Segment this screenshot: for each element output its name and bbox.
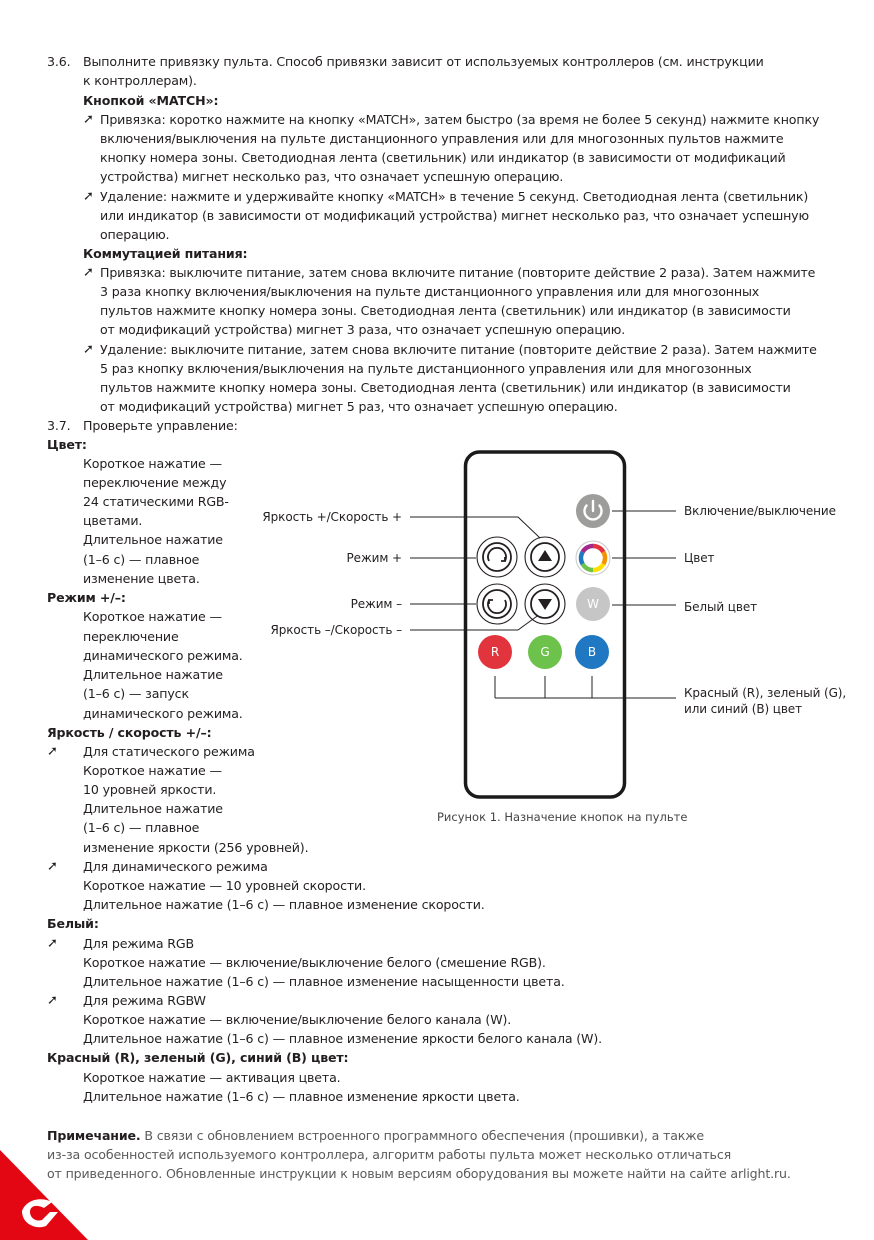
- brightness-up-button[interactable]: [531, 543, 559, 571]
- section-3-7-text: Проверьте управление:: [83, 418, 238, 433]
- power-bind-line: пультов нажмите кнопку номера зоны. Светодиодная лента (светильник) или индикатор (в зависимости: [100, 303, 791, 318]
- arrow-bullet-icon: ➚: [47, 859, 58, 874]
- brightness-static-line: изменение яркости (256 уровней).: [83, 840, 309, 855]
- white-rgb-line: Длительное нажатие (1–6 с) — плавное изменение насыщенности цвета.: [83, 974, 565, 989]
- label-mode-up: Режим +: [346, 551, 402, 565]
- match-delete-line: Удаление: нажмите и удерживайте кнопку «MATCH» в течение 5 секунд. Светодиодная лента (светильник): [100, 189, 809, 204]
- power-delete-line: Удаление: выключите питание, затем снова включите питание (повторите действие 2 раза). Затем нажмите: [100, 342, 817, 357]
- brightness-static-line: Короткое нажатие —: [83, 763, 222, 778]
- mode-line: Длительное нажатие: [83, 667, 223, 682]
- brightness-dynamic-title: Для динамического режима: [83, 859, 268, 874]
- color-line: (1–6 с) — плавное: [83, 552, 200, 567]
- note-text: В связи с обновлением встроенного программного обеспечения (прошивки), а также: [140, 1128, 705, 1143]
- power-delete-line: от модификаций устройства) мигнет 5 раз, что означает успешную операцию.: [100, 399, 618, 414]
- arrow-bullet-icon: ➚: [83, 189, 94, 204]
- white-heading: Белый:: [47, 916, 99, 931]
- label-mode-down: Режим –: [350, 597, 402, 611]
- color-wheel-button[interactable]: [576, 541, 610, 575]
- white-rgb-title: Для режима RGB: [83, 936, 195, 951]
- white-rgbw-line: Короткое нажатие — включение/выключение белого канала (W).: [83, 1012, 512, 1027]
- color-line: изменение цвета.: [83, 571, 200, 586]
- green-button-label: G: [540, 645, 550, 659]
- color-line: переключение между: [83, 475, 227, 490]
- rgb-heading: Красный (R), зеленый (G), синий (B) цвет:: [47, 1050, 349, 1065]
- label-color: Цвет: [684, 551, 715, 565]
- note-line-2: из-за особенностей используемого контроллера, алгоритм работы пульта может несколько отличаться: [47, 1147, 732, 1162]
- arrow-bullet-icon: ➚: [47, 993, 58, 1008]
- match-delete-line: или индикатор (в зависимости от модификаций устройства) мигнет несколько раз, что означает успешную: [100, 208, 809, 223]
- white-button-label: W: [587, 597, 599, 611]
- brightness-static-line: 10 уровней яркости.: [83, 782, 217, 797]
- brand-corner: [0, 1150, 88, 1240]
- label-brightness-down: Яркость –/Скорость –: [270, 623, 402, 637]
- brightness-down-button[interactable]: [531, 590, 559, 618]
- note-line-3: от приведенного. Обновленные инструкции к новым версиям оборудования вы можете найти на сайте arlight.ru.: [47, 1166, 791, 1181]
- power-heading: Коммутацией питания:: [83, 246, 248, 261]
- mode-line: Короткое нажатие —: [83, 609, 222, 624]
- rgb-line: Длительное нажатие (1–6 с) — плавное изменение яркости цвета.: [83, 1089, 520, 1104]
- mode-heading: Режим +/–:: [47, 590, 126, 605]
- note-label: Примечание.: [47, 1128, 141, 1143]
- color-line: 24 статическими RGB-: [83, 494, 229, 509]
- power-button[interactable]: [576, 494, 610, 528]
- figure-caption: Рисунок 1. Назначение кнопок на пульте: [437, 810, 688, 824]
- match-delete-line: операцию.: [100, 227, 170, 242]
- label-brightness-up: Яркость +/Скорость +: [262, 510, 402, 524]
- section-3-6-number: 3.6.: [47, 54, 71, 69]
- match-bind-line: кнопку номера зоны. Светодиодная лента (светильник) или индикатор (в зависимости от модификаций: [100, 150, 786, 165]
- label-white: Белый цвет: [684, 600, 757, 614]
- blue-button-label: B: [587, 645, 597, 659]
- white-rgbw-line: Длительное нажатие (1–6 с) — плавное изменение яркости белого канала (W).: [83, 1031, 602, 1046]
- brightness-static-title: Для статического режима: [83, 744, 255, 759]
- mode-line: переключение: [83, 629, 179, 644]
- match-bind-line: устройства) мигнет несколько раз, что означает успешную операцию.: [100, 169, 564, 184]
- label-rgb-2: или синий (B) цвет: [684, 702, 802, 716]
- arrow-bullet-icon: ➚: [83, 342, 94, 357]
- color-heading: Цвет:: [47, 437, 87, 452]
- power-bind-line: Привязка: выключите питание, затем снова включите питание (повторите действие 2 раза). Затем нажмите: [100, 265, 816, 280]
- label-power: Включение/выключение: [684, 504, 836, 518]
- brightness-static-line: (1–6 с) — плавное: [83, 820, 200, 835]
- label-rgb-1: Красный (R), зеленый (G),: [684, 686, 847, 700]
- brightness-dynamic-line: Длительное нажатие (1–6 с) — плавное изменение скорости.: [83, 897, 485, 912]
- arrow-bullet-icon: ➚: [47, 744, 58, 759]
- rgb-line: Короткое нажатие — активация цвета.: [83, 1070, 341, 1085]
- match-bind-line: Привязка: коротко нажмите на кнопку «MATCH», затем быстро (за время не более 5 секунд) нажмите кнопку: [100, 112, 820, 127]
- color-line: Длительное нажатие: [83, 532, 223, 547]
- arrow-bullet-icon: ➚: [47, 936, 58, 951]
- mode-line: (1–6 с) — запуск: [83, 686, 189, 701]
- section-3-6-text-cont: к контроллерам).: [83, 73, 197, 88]
- color-line: Короткое нажатие —: [83, 456, 222, 471]
- mode-down-button[interactable]: [483, 590, 511, 618]
- brightness-dynamic-line: Короткое нажатие — 10 уровней скорости.: [83, 878, 366, 893]
- arrow-bullet-icon: ➚: [83, 265, 94, 280]
- arrow-bullet-icon: ➚: [83, 112, 94, 127]
- power-delete-line: пультов нажмите кнопку номера зоны. Светодиодная лента (светильник) или индикатор (в зависимости: [100, 380, 791, 395]
- match-heading: Кнопкой «MATCH»:: [83, 93, 219, 108]
- white-rgbw-title: Для режима RGBW: [83, 993, 206, 1008]
- white-rgb-line: Короткое нажатие — включение/выключение белого (смешение RGB).: [83, 955, 546, 970]
- mode-line: динамического режима.: [83, 706, 243, 721]
- section-3-6-text: Выполните привязку пульта. Способ привязки зависит от используемых контроллеров (см. инструкции: [83, 54, 764, 69]
- brightness-heading: Яркость / скорость +/–:: [47, 725, 212, 740]
- mode-line: динамического режима.: [83, 648, 243, 663]
- power-bind-line: от модификаций устройства) мигнет 3 раза, что означает успешную операцию.: [100, 322, 626, 337]
- power-bind-line: 3 раза кнопку включения/выключения на пульте дистанционного управления или для многозонных: [100, 284, 760, 299]
- mode-up-button[interactable]: [483, 543, 511, 571]
- section-3-7-number: 3.7.: [47, 418, 71, 433]
- power-delete-line: 5 раз кнопку включения/выключения на пульте дистанционного управления или для многозонных: [100, 361, 752, 376]
- match-bind-line: включения/выключения на пульте дистанционного управления или для многозонных пультов нажмите: [100, 131, 784, 146]
- color-line: цветами.: [83, 513, 143, 528]
- red-button-label: R: [490, 645, 500, 659]
- brightness-static-line: Длительное нажатие: [83, 801, 223, 816]
